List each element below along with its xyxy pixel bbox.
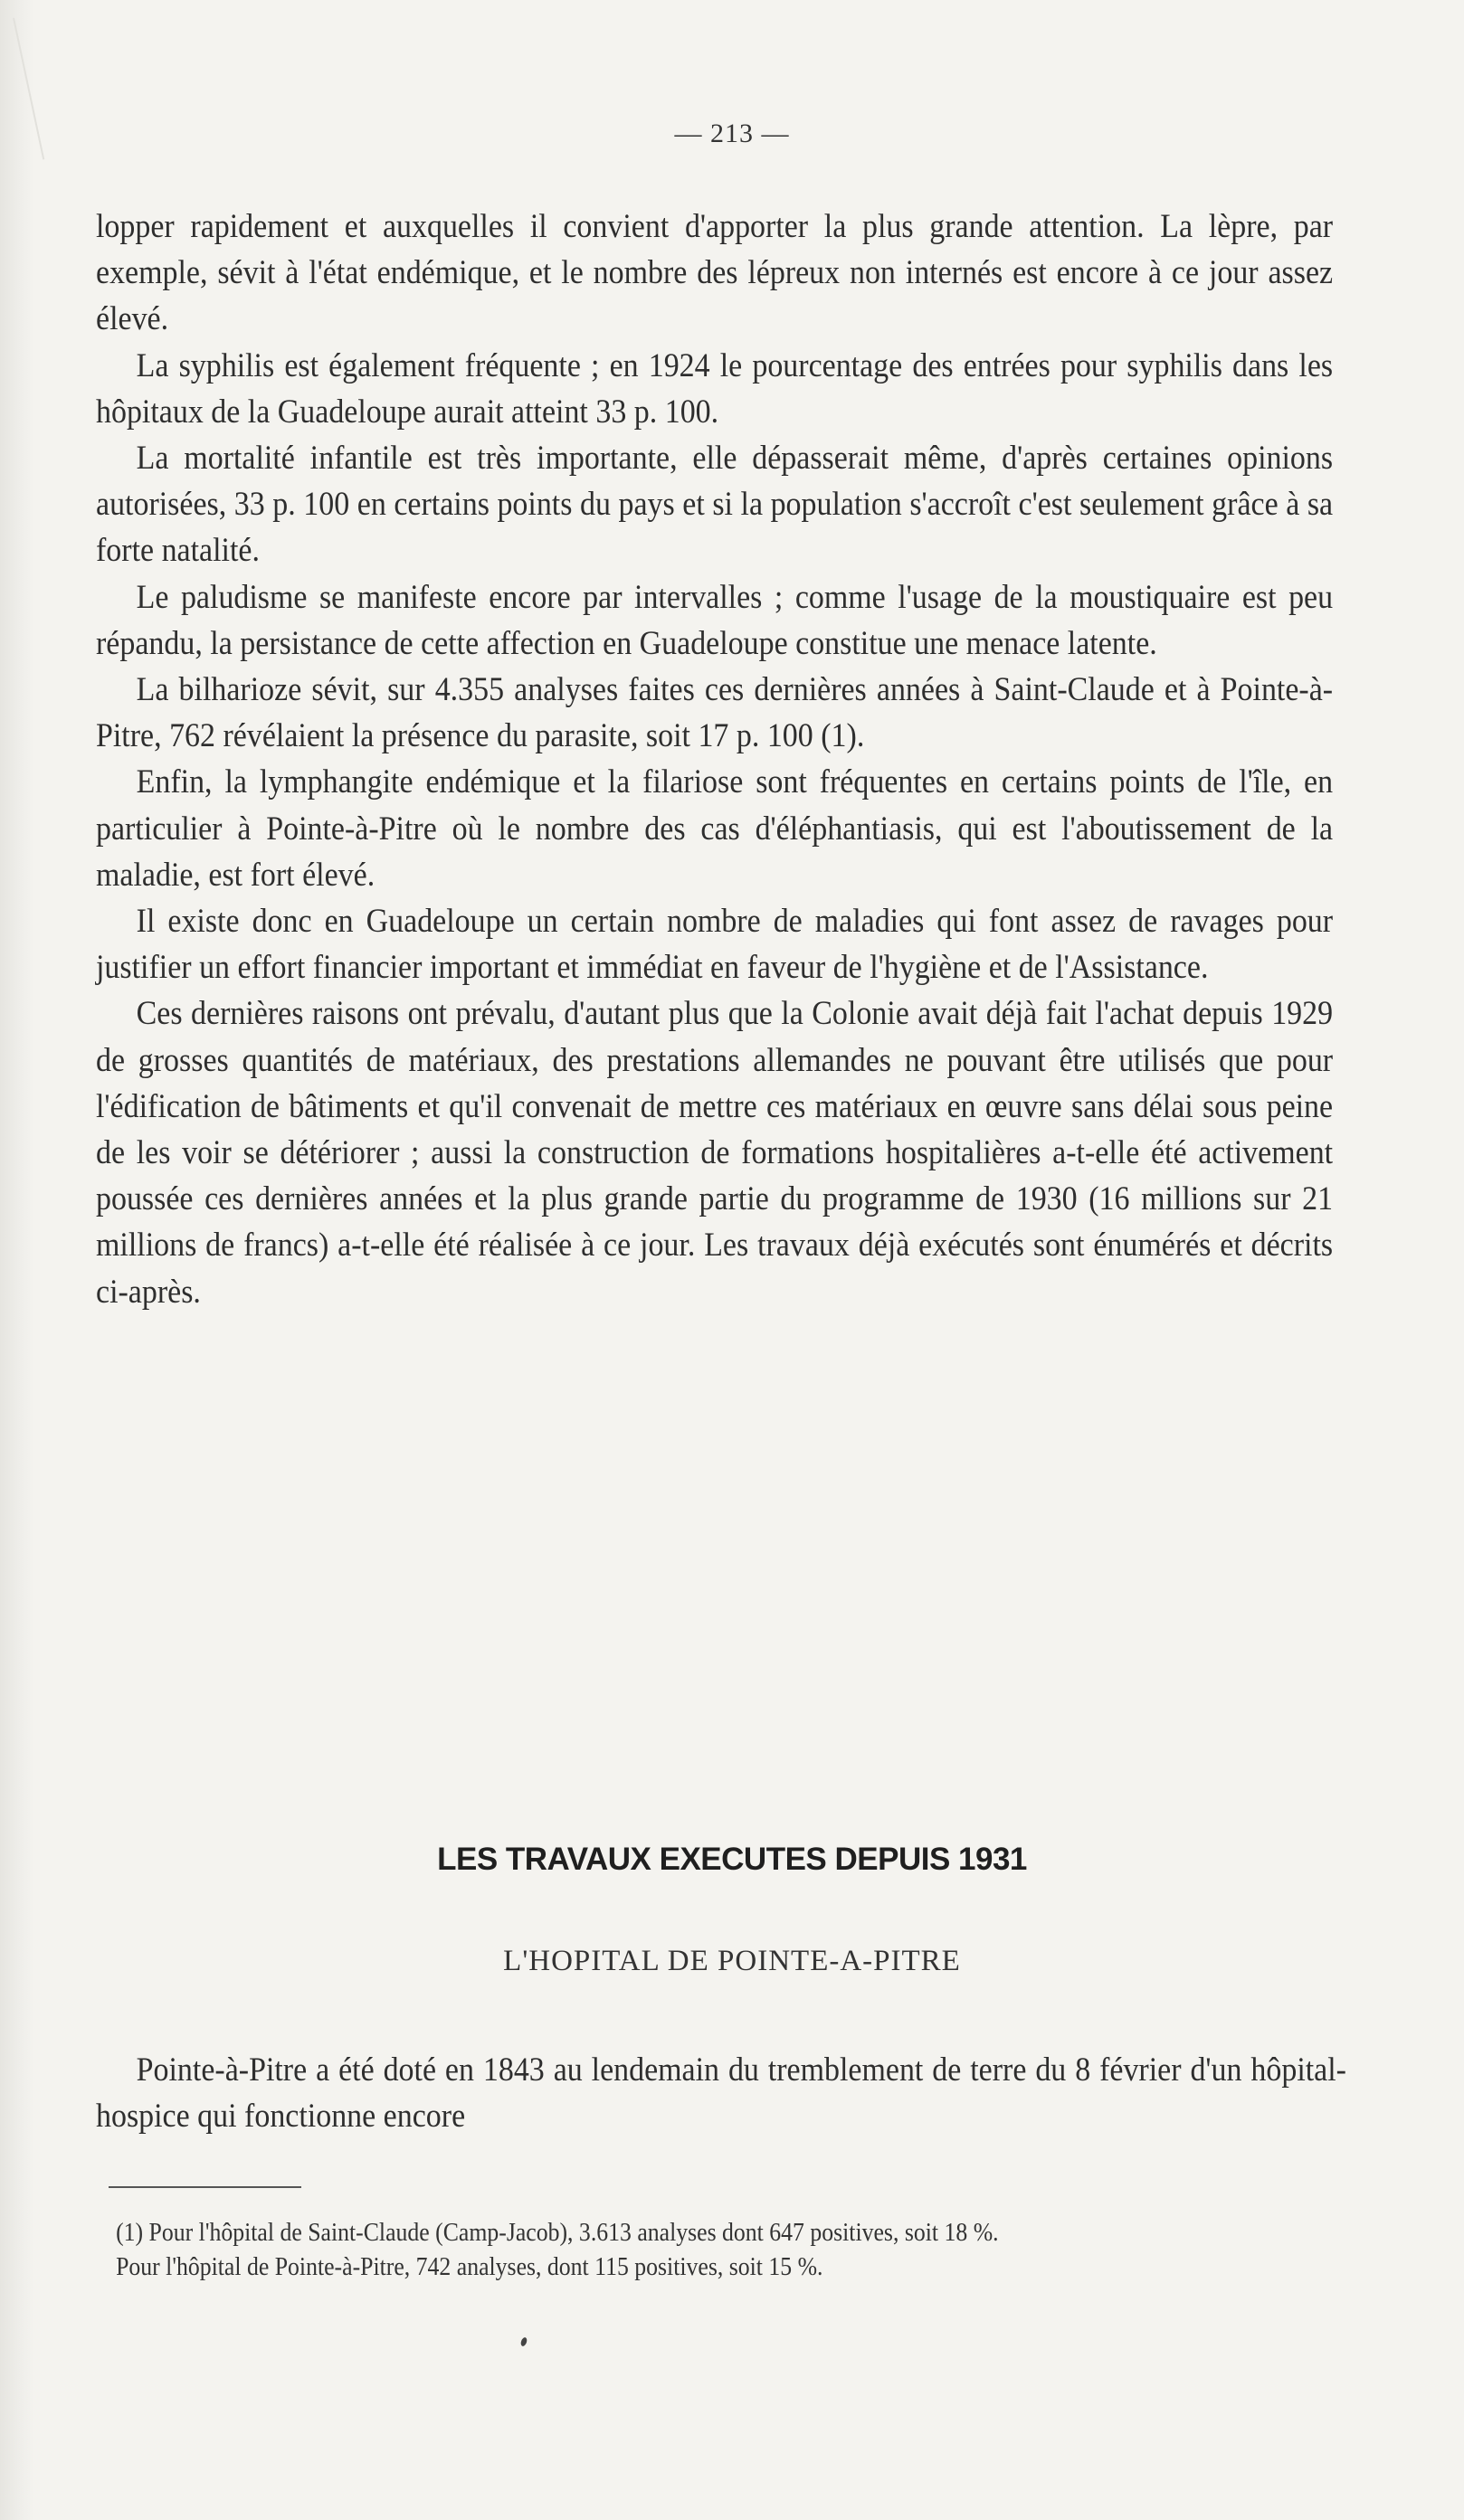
footnotes bbox=[96, 2216, 1345, 2285]
page-binding-edge bbox=[0, 0, 34, 2520]
paragraph-conclusion: Il existe donc en Guadeloupe un certain nombre de maladies qui font assez de ravages pour justifier un effort financier important et immédiat en faveur de l'hygiène et de l'Assistance. bbox=[96, 902, 1334, 986]
paragraph-syphilis: La syphilis est également fréquente ; en 1924 le pourcentage des entrées pour syphilis dans les hôpitaux de la Guadeloupe aurait atteint 33 p. 100. bbox=[96, 346, 1334, 430]
footnote-divider bbox=[109, 2186, 301, 2188]
footnote-saint-claude: (1) Pour l'hôpital de Saint-Claude (Camp-Jacob), 3.613 analyses dont 647 positives, soit 18 %. bbox=[116, 2219, 999, 2247]
section-heading: LES TRAVAUX EXECUTES DEPUIS 1931 bbox=[437, 1842, 1027, 1877]
paragraph-construction: Ces dernières raisons ont prévalu, d'autant plus que la Colonie avait déjà fait l'achat depuis 1929 de grosses quantités de matériaux, des prestations allemandes ne pouvant être utilisés que pour l'édification de bâtiments et qu'il convenait de mettre ces matériaux en œuvre sans délai sous peine de les voir se détériorer ; aussi la construction de formations hospitalières a-t-elle été activement poussée ces dernières années et la plus grande partie du programme de 1930 (16 millions sur 21 millions de francs) a-t-elle été réalisée à ce jour. Les travaux déjà exécutés sont énumérés et décrits ci-après. bbox=[96, 994, 1334, 1310]
body-text bbox=[96, 203, 1333, 1314]
paragraph-bilharzia: La bilharioze sévit, sur 4.355 analyses faites ces dernières années à Saint-Claude et à Pointe-à-Pitre, 762 révélaient la présence du parasite, soit 17 p. 100 (1). bbox=[96, 670, 1334, 754]
footnote-pointe-a-pitre: Pour l'hôpital de Pointe-à-Pitre, 742 analyses, dont 115 positives, soit 15 %. bbox=[116, 2253, 823, 2281]
paragraph-infant-mortality: La mortalité infantile est très importante, elle dépasserait même, d'après certaines opinions autorisées, 33 p. 100 en certains points du pays et si la population s'accroît c'est seulement grâce à sa forte natalité. bbox=[96, 439, 1334, 569]
paragraph-malaria: Le paludisme se manifeste encore par intervalles ; comme l'usage de la moustiquaire est peu répandu, la persistance de cette affection en Guadeloupe constitue une menace latente. bbox=[96, 577, 1334, 661]
section-body bbox=[96, 2046, 1346, 2138]
page-number: — 213 — bbox=[674, 118, 790, 148]
paragraph-hospital-history: Pointe-à-Pitre a été doté en 1843 au lendemain du tremblement de terre du 8 février d'un hôpital-hospice qui fonctionne encore bbox=[96, 2051, 1346, 2135]
paragraph-filariasis: Enfin, la lymphangite endémique et la filariose sont fréquentes en certains points de l'île, en particulier à Pointe-à-Pitre où le nombre des cas d'éléphantiasis, qui est l'aboutissement de la maladie, est fort élevé. bbox=[96, 763, 1334, 893]
ink-speck bbox=[519, 2336, 528, 2346]
section-subheading: L'HOPITAL DE POINTE-A-PITRE bbox=[503, 1945, 961, 1977]
paragraph-continuation: lopper rapidement et auxquelles il convient d'apporter la plus grande attention. La lèpre, par exemple, sévit à l'état endémique, et le nombre des lépreux non internés est encore à ce jour assez élevé. bbox=[96, 207, 1334, 337]
